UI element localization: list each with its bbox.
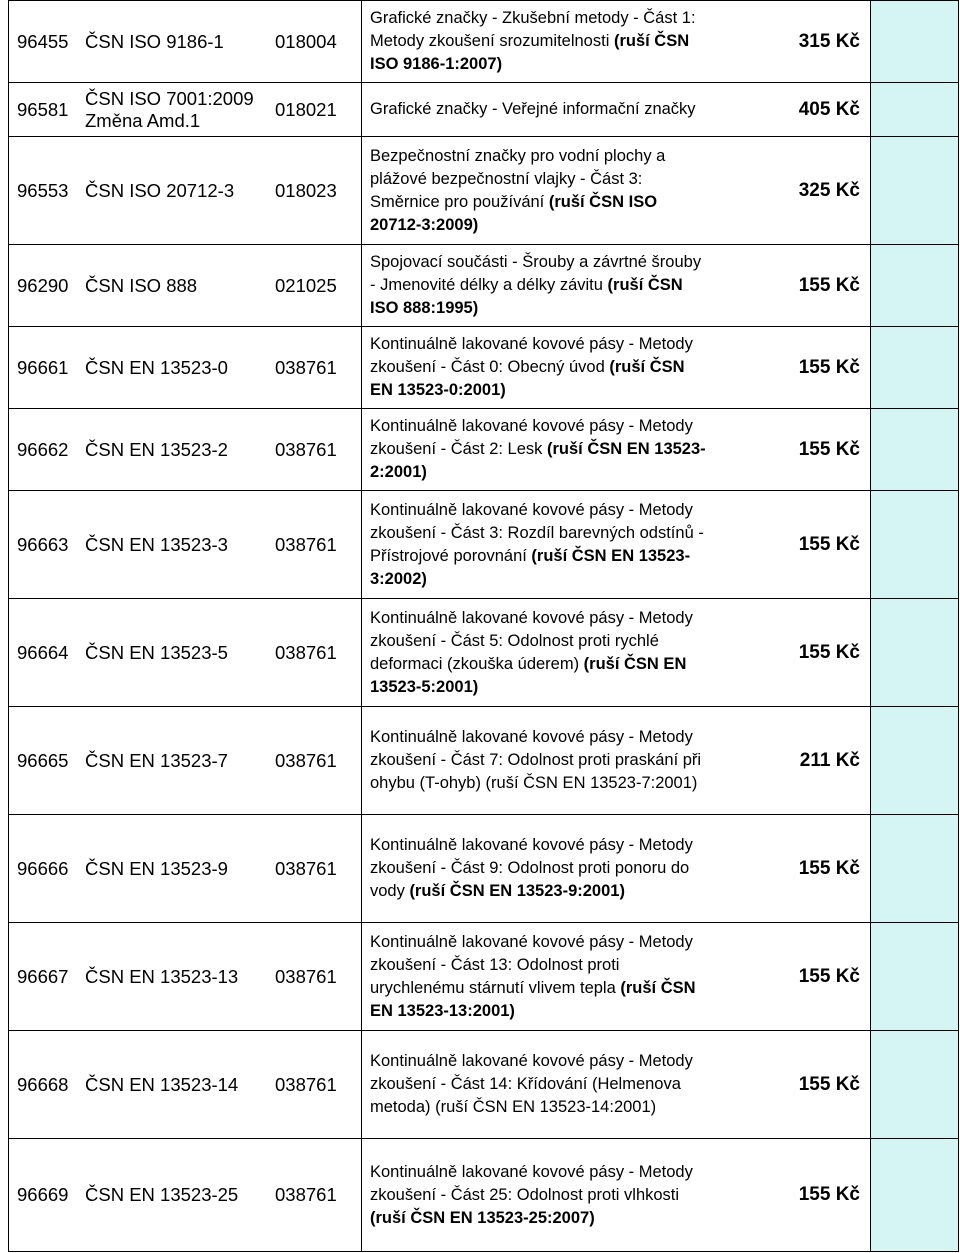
empty-cell (871, 245, 959, 327)
spacer-cell (354, 815, 362, 923)
standard-designation: ČSN EN 13523-2 (85, 438, 228, 460)
spacer-cell (354, 1139, 362, 1252)
replaces-note: (ruší ČSN ISO 20712-3:2009) (370, 192, 658, 234)
table-row (9, 1139, 959, 1252)
empty-cell (871, 491, 959, 599)
description-text: Kontinuálně lakované kovové pásy - Metody zkoušení - Část 14: Křídování (Helmenova metoda) (ruší ČSN EN 13523-14:2001) (370, 1052, 693, 1116)
description-text: Kontinuálně lakované kovové pásy - Metody zkoušení - Část 3: Rozdíl barevných odstínů - Přístrojové porovnání (370, 500, 704, 565)
description-cell (362, 83, 714, 137)
table-row (9, 599, 959, 707)
class-code: 021025 (275, 274, 337, 296)
class-code: 038761 (275, 1073, 337, 1095)
empty-cell (871, 815, 959, 923)
table-row (9, 815, 959, 923)
catalog-number: 96455 (17, 30, 69, 52)
class-code: 018023 (275, 179, 337, 201)
price-cell: 155 Kč (714, 491, 871, 599)
spacer-cell (354, 707, 362, 815)
description-text: Kontinuálně lakované kovové pásy - Metody zkoušení - Část 25: Odolnost proti vlhkosti (370, 1162, 693, 1204)
price-cell: 155 Kč (714, 409, 871, 491)
description-text: Spojovací součásti - Šrouby a závrtné šrouby - Jmenovité délky a délky závitu (370, 253, 702, 294)
catalog-number: 96553 (17, 179, 69, 201)
catalog-number: 96581 (17, 98, 69, 120)
catalog-number: 96661 (17, 356, 69, 378)
standard-designation: ČSN EN 13523-7 (85, 749, 228, 771)
table-row (9, 409, 959, 491)
standard-cell (9, 491, 354, 599)
table-row (9, 923, 959, 1031)
description-cell (362, 327, 714, 409)
replaces-note: (ruší ČSN EN 13523-3:2002) (370, 546, 691, 588)
standard-cell (9, 1, 354, 83)
standard-cell (9, 599, 354, 707)
standards-price-table (8, 0, 959, 1252)
description-text: Kontinuálně lakované kovové pásy - Metody zkoušení - Část 0: Obecný úvod (370, 335, 693, 376)
catalog-number: 96663 (17, 533, 69, 555)
standard-designation: ČSN EN 13523-0 (85, 356, 228, 378)
class-code: 018004 (275, 30, 337, 52)
standard-designation: ČSN EN 13523-9 (85, 857, 228, 879)
spacer-cell (354, 1, 362, 83)
price-cell: 405 Kč (714, 83, 871, 137)
empty-cell (871, 1031, 959, 1139)
description-cell (362, 1, 714, 83)
class-code: 038761 (275, 857, 337, 879)
empty-cell (871, 707, 959, 815)
empty-cell (871, 137, 959, 245)
standard-cell (9, 1139, 354, 1252)
table-row (9, 245, 959, 327)
price-cell: 155 Kč (714, 245, 871, 327)
catalog-number: 96664 (17, 641, 69, 663)
description-text: Kontinuálně lakované kovové pásy - Metody zkoušení - Část 9: Odolnost proti ponoru do vody (370, 836, 693, 900)
description-text: Kontinuálně lakované kovové pásy - Metody zkoušení - Část 13: Odolnost proti urychlenému stárnutí vlivem tepla (370, 932, 693, 997)
replaces-note: (ruší ČSN EN 13523-0:2001) (370, 358, 685, 399)
table-body (9, 1, 959, 1252)
standard-cell (9, 815, 354, 923)
catalog-number: 96662 (17, 438, 69, 460)
standard-designation: ČSN ISO 20712-3 (85, 179, 235, 201)
catalog-number: 96666 (17, 857, 69, 879)
price-cell: 325 Kč (714, 137, 871, 245)
description-cell (362, 137, 714, 245)
standard-cell (9, 1031, 354, 1139)
catalog-number: 96290 (17, 274, 69, 296)
empty-cell (871, 409, 959, 491)
description-cell (362, 707, 714, 815)
description-text: Kontinuálně lakované kovové pásy - Metody zkoušení - Část 5: Odolnost proti rychlé deformaci (zkouška úderem) (370, 608, 693, 673)
standard-designation: ČSN EN 13523-3 (85, 533, 228, 555)
empty-cell (871, 327, 959, 409)
catalog-number: 96668 (17, 1073, 69, 1095)
spacer-cell (354, 923, 362, 1031)
standard-cell (9, 327, 354, 409)
table-row (9, 1, 959, 83)
standard-designation: ČSN EN 13523-5 (85, 641, 228, 663)
price-cell: 155 Kč (714, 1139, 871, 1252)
class-code: 038761 (275, 438, 337, 460)
price-cell: 155 Kč (714, 327, 871, 409)
spacer-cell (354, 245, 362, 327)
standard-designation: ČSN ISO 9186-1 (85, 30, 224, 52)
description-text: Grafické značky - Zkušební metody - Část 1: Metody zkoušení srozumitelnosti (370, 9, 696, 50)
table-row (9, 1031, 959, 1139)
replaces-note: (ruší ČSN EN 13523-2:2001) (370, 440, 706, 481)
catalog-number: 96667 (17, 965, 69, 987)
description-cell (362, 599, 714, 707)
description-text: Bezpečnostní značky pro vodní plochy a plážové bezpečnostní vlajky - Část 3: Směrnice pro používání (370, 146, 666, 211)
class-code: 038761 (275, 749, 337, 771)
table-row (9, 137, 959, 245)
catalog-number: 96669 (17, 1184, 69, 1205)
class-code: 038761 (275, 533, 337, 555)
standard-cell (9, 245, 354, 327)
price-cell: 155 Kč (714, 923, 871, 1031)
standard-cell (9, 137, 354, 245)
description-text: Kontinuálně lakované kovové pásy - Metody zkoušení - Část 2: Lesk (370, 417, 693, 458)
empty-cell (871, 1139, 959, 1252)
class-code: 018021 (275, 98, 337, 120)
standard-cell (9, 83, 354, 137)
replaces-note: (ruší ČSN ISO 9186-1:2007) (370, 32, 690, 73)
class-code: 038761 (275, 965, 337, 987)
empty-cell (871, 923, 959, 1031)
empty-cell (871, 599, 959, 707)
description-cell (362, 815, 714, 923)
standard-designation: ČSN ISO 888 (85, 274, 198, 296)
price-cell: 315 Kč (714, 1, 871, 83)
price-cell: 211 Kč (714, 707, 871, 815)
class-code: 038761 (275, 356, 337, 378)
spacer-cell (354, 599, 362, 707)
table-row (9, 83, 959, 137)
standard-cell (9, 707, 354, 815)
catalog-number: 96665 (17, 749, 69, 771)
spacer-cell (354, 327, 362, 409)
spacer-cell (354, 409, 362, 491)
description-text: Kontinuálně lakované kovové pásy - Metody zkoušení - Část 7: Odolnost proti praskání při ohybu (T-ohyb) (ruší ČSN EN 13523-7:2001) (370, 728, 702, 792)
description-cell (362, 491, 714, 599)
standard-designation: ČSN EN 13523-14 (85, 1073, 239, 1095)
price-cell: 155 Kč (714, 599, 871, 707)
spacer-cell (354, 1031, 362, 1139)
description-cell (362, 409, 714, 491)
empty-cell (871, 1, 959, 83)
description-cell (362, 1031, 714, 1139)
price-cell: 155 Kč (714, 815, 871, 923)
spacer-cell (354, 491, 362, 599)
table-row (9, 707, 959, 815)
spacer-cell (354, 83, 362, 137)
replaces-note: (ruší ČSN EN 13523-13:2001) (370, 978, 696, 1020)
standard-cell (9, 409, 354, 491)
replaces-note: (ruší ČSN ISO 888:1995) (370, 276, 683, 317)
class-code: 038761 (275, 1184, 337, 1205)
class-code: 038761 (275, 641, 337, 663)
table-row (9, 327, 959, 409)
standard-designation: ČSN EN 13523-13 (85, 965, 239, 987)
replaces-note: (ruší ČSN EN 13523-5:2001) (370, 654, 687, 696)
standard-designation: ČSN EN 13523-25 (85, 1184, 239, 1205)
description-text: Grafické značky - Veřejné informační značky (370, 100, 696, 118)
standard-designation: ČSN ISO 7001:2009 Změna Amd.1 (85, 87, 254, 131)
table-row (9, 491, 959, 599)
empty-cell (871, 83, 959, 137)
replaces-note: (ruší ČSN EN 13523-9:2001) (409, 882, 625, 900)
description-cell (362, 923, 714, 1031)
standard-cell (9, 923, 354, 1031)
replaces-note: (ruší ČSN EN 13523-25:2007) (370, 1208, 595, 1227)
description-cell (362, 245, 714, 327)
price-cell: 155 Kč (714, 1031, 871, 1139)
description-cell (362, 1139, 714, 1252)
spacer-cell (354, 137, 362, 245)
